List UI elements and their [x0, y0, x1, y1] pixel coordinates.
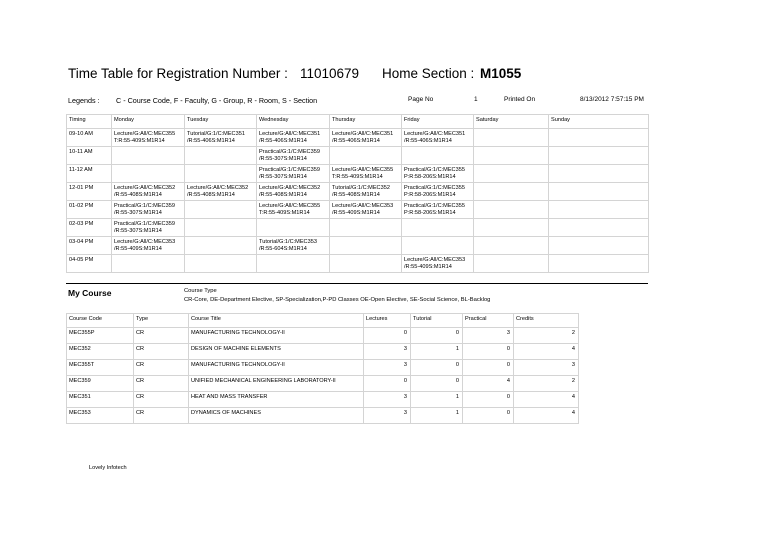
class-cell-saturday: [474, 165, 549, 183]
course-table-header-row: [67, 314, 579, 328]
class-cell-friday: Lecture/G:All/C:MEC353 /R:55-409S:M1R14: [402, 255, 474, 273]
timing-cell: 01-02 PM: [67, 201, 112, 219]
course-row: [67, 408, 579, 424]
header-thursday: Thursday: [330, 115, 402, 129]
course-title-cell: DYNAMICS OF MACHINES: [189, 408, 364, 424]
class-cell-wednesday: Lecture/G:All/C:MEC352 /R:55-408S:M1R14: [257, 183, 330, 201]
class-cell-tuesday: [185, 147, 257, 165]
timetable-row: [67, 237, 649, 255]
credits-cell: 4: [514, 408, 579, 424]
lectures-cell: 0: [364, 328, 411, 344]
timing-cell: 04-05 PM: [67, 255, 112, 273]
header-type: Type: [134, 314, 189, 328]
section-divider: [66, 283, 648, 284]
class-cell-sunday: [549, 219, 649, 237]
header-credits: Credits: [514, 314, 579, 328]
timetable-row: [67, 147, 649, 165]
course-code-cell: MEC353: [67, 408, 134, 424]
class-cell-tuesday: [185, 165, 257, 183]
document-title: Time Table for Registration Number :: [68, 66, 288, 81]
class-cell-thursday: [330, 255, 402, 273]
class-cell-monday: Lecture/G:All/C:MEC355 T:R:55-409S:M1R14: [112, 129, 185, 147]
course-title-cell: HEAT AND MASS TRANSFER: [189, 392, 364, 408]
class-cell-wednesday: [257, 219, 330, 237]
class-cell-saturday: [474, 147, 549, 165]
class-cell-monday: Practical/G:1/C:MEC359 /R:55-307S:M1R14: [112, 219, 185, 237]
class-cell-saturday: [474, 183, 549, 201]
registration-number: 11010679: [300, 66, 360, 81]
timetable-row: [67, 255, 649, 273]
course-code-cell: MEC355P: [67, 328, 134, 344]
type-cell: CR: [134, 328, 189, 344]
footer-text: Lovely Infotech: [89, 465, 127, 471]
home-section-label: Home Section :: [382, 66, 475, 81]
class-cell-saturday: [474, 237, 549, 255]
course-code-cell: MEC351: [67, 392, 134, 408]
class-cell-monday: [112, 165, 185, 183]
practical-cell: 0: [463, 360, 514, 376]
class-cell-friday: [402, 147, 474, 165]
class-cell-friday: [402, 237, 474, 255]
type-cell: CR: [134, 376, 189, 392]
class-cell-wednesday: Lecture/G:All/C:MEC355 T:R:55-409S:M1R14: [257, 201, 330, 219]
course-type-text: CR-Core, DE-Department Elective, SP-Specialization,P-PD Classes OE-Open Elective, SE-Social Science, BL-Backlog: [184, 296, 491, 303]
legend-text: C - Course Code, F - Faculty, G - Group, R - Room, S - Section: [116, 96, 318, 105]
tutorial-cell: 0: [411, 328, 463, 344]
class-cell-wednesday: [257, 255, 330, 273]
header-timing: Timing: [67, 115, 112, 129]
timetable-row: [67, 129, 649, 147]
course-type-legend: [184, 287, 490, 304]
timing-cell: 09-10 AM: [67, 129, 112, 147]
class-cell-thursday: Tutorial/G:1/C:MEC352 /R:55-408S:M1R14: [330, 183, 402, 201]
type-cell: CR: [134, 408, 189, 424]
header-saturday: Saturday: [474, 115, 549, 129]
header-wednesday: Wednesday: [257, 115, 330, 129]
timing-cell: 03-04 PM: [67, 237, 112, 255]
class-cell-tuesday: Lecture/G:All/C:MEC352 /R:55-408S:M1R14: [185, 183, 257, 201]
class-cell-thursday: Lecture/G:All/C:MEC353 /R:55-409S:M1R14: [330, 201, 402, 219]
class-cell-monday: [112, 255, 185, 273]
class-cell-friday: Practical/G:1/C:MEC355 P:R:58-206S:M1R14: [402, 183, 474, 201]
class-cell-friday: Lecture/G:All/C:MEC351 /R:55-406S:M1R14: [402, 129, 474, 147]
course-code-cell: MEC359: [67, 376, 134, 392]
timetable-row: [67, 183, 649, 201]
class-cell-tuesday: [185, 237, 257, 255]
class-cell-monday: [112, 147, 185, 165]
class-cell-sunday: [549, 255, 649, 273]
class-cell-thursday: [330, 237, 402, 255]
course-table: [66, 313, 579, 424]
printed-on-value: 8/13/2012 7:57:15 PM: [580, 96, 644, 103]
legend-label: Legends :: [68, 96, 100, 105]
class-cell-thursday: Lecture/G:All/C:MEC351 /R:55-406S:M1R14: [330, 129, 402, 147]
legend-row: [68, 96, 648, 106]
class-cell-wednesday: Tutorial/G:1/C:MEC353 /R:55-604S:M1R14: [257, 237, 330, 255]
class-cell-thursday: Lecture/G:All/C:MEC355 T:R:55-409S:M1R14: [330, 165, 402, 183]
class-cell-friday: Practical/G:1/C:MEC355 P:R:58-206S:M1R14: [402, 165, 474, 183]
credits-cell: 4: [514, 392, 579, 408]
tutorial-cell: 0: [411, 376, 463, 392]
timing-cell: 10-11 AM: [67, 147, 112, 165]
course-row: [67, 392, 579, 408]
class-cell-saturday: [474, 219, 549, 237]
type-cell: CR: [134, 392, 189, 408]
class-cell-thursday: [330, 219, 402, 237]
timetable-row: [67, 219, 649, 237]
timetable-header-row: [67, 115, 649, 129]
class-cell-monday: Lecture/G:All/C:MEC352 /R:55-408S:M1R14: [112, 183, 185, 201]
class-cell-tuesday: Tutorial/G:1/C:MEC351 /R:55-406S:M1R14: [185, 129, 257, 147]
header-practical: Practical: [463, 314, 514, 328]
course-title-cell: DESIGN OF MACHINE ELEMENTS: [189, 344, 364, 360]
type-cell: CR: [134, 360, 189, 376]
timetable-row: [67, 165, 649, 183]
course-row: [67, 360, 579, 376]
lectures-cell: 3: [364, 360, 411, 376]
header-tutorial: Tutorial: [411, 314, 463, 328]
course-type-label: Course Type: [184, 288, 217, 294]
course-row: [67, 328, 579, 344]
class-cell-wednesday: Practical/G:1/C:MEC359 /R:55-307S:M1R14: [257, 147, 330, 165]
course-title-cell: UNIFIED MECHANICAL ENGINEERING LABORATORY-II: [189, 376, 364, 392]
class-cell-saturday: [474, 255, 549, 273]
class-cell-monday: Practical/G:1/C:MEC359 /R:55-307S:M1R14: [112, 201, 185, 219]
credits-cell: 2: [514, 328, 579, 344]
tutorial-cell: 1: [411, 392, 463, 408]
course-row: [67, 376, 579, 392]
credits-cell: 4: [514, 344, 579, 360]
tutorial-cell: 0: [411, 360, 463, 376]
class-cell-friday: Practical/G:1/C:MEC355 P:R:58-206S:M1R14: [402, 201, 474, 219]
printed-on-label: Printed On: [504, 96, 536, 103]
header-monday: Monday: [112, 115, 185, 129]
class-cell-thursday: [330, 147, 402, 165]
tutorial-cell: 1: [411, 344, 463, 360]
document-header: [68, 66, 688, 86]
class-cell-sunday: [549, 147, 649, 165]
course-row: [67, 344, 579, 360]
class-cell-sunday: [549, 201, 649, 219]
course-title-cell: MANUFACTURING TECHNOLOGY-II: [189, 328, 364, 344]
header-course-code: Course Code: [67, 314, 134, 328]
course-title-cell: MANUFACTURING TECHNOLOGY-II: [189, 360, 364, 376]
header-course-title: Course Title: [189, 314, 364, 328]
class-cell-tuesday: [185, 219, 257, 237]
timing-cell: 02-03 PM: [67, 219, 112, 237]
my-course-title: My Course: [68, 288, 112, 298]
class-cell-sunday: [549, 165, 649, 183]
practical-cell: 3: [463, 328, 514, 344]
class-cell-saturday: [474, 129, 549, 147]
class-cell-friday: [402, 219, 474, 237]
course-code-cell: MEC352: [67, 344, 134, 360]
course-code-cell: MEC355T: [67, 360, 134, 376]
class-cell-tuesday: [185, 201, 257, 219]
lectures-cell: 3: [364, 344, 411, 360]
credits-cell: 3: [514, 360, 579, 376]
class-cell-sunday: [549, 237, 649, 255]
timing-cell: 11-12 AM: [67, 165, 112, 183]
page-no-label: Page No: [408, 96, 434, 103]
lectures-cell: 3: [364, 408, 411, 424]
class-cell-sunday: [549, 183, 649, 201]
header-tuesday: Tuesday: [185, 115, 257, 129]
header-sunday: Sunday: [549, 115, 649, 129]
home-section-value: M1055: [480, 66, 522, 81]
class-cell-tuesday: [185, 255, 257, 273]
class-cell-wednesday: Practical/G:1/C:MEC359 /R:55-307S:M1R14: [257, 165, 330, 183]
practical-cell: 0: [463, 392, 514, 408]
timetable-row: [67, 201, 649, 219]
header-friday: Friday: [402, 115, 474, 129]
class-cell-monday: Lecture/G:All/C:MEC353 /R:55-409S:M1R14: [112, 237, 185, 255]
class-cell-wednesday: Lecture/G:All/C:MEC351 /R:55-406S:M1R14: [257, 129, 330, 147]
page-no-value: 1: [474, 96, 478, 103]
credits-cell: 2: [514, 376, 579, 392]
header-lectures: Lectures: [364, 314, 411, 328]
timing-cell: 12-01 PM: [67, 183, 112, 201]
practical-cell: 0: [463, 408, 514, 424]
lectures-cell: 3: [364, 392, 411, 408]
timetable: [66, 114, 649, 273]
lectures-cell: 0: [364, 376, 411, 392]
practical-cell: 0: [463, 344, 514, 360]
class-cell-sunday: [549, 129, 649, 147]
class-cell-saturday: [474, 201, 549, 219]
type-cell: CR: [134, 344, 189, 360]
tutorial-cell: 1: [411, 408, 463, 424]
practical-cell: 4: [463, 376, 514, 392]
